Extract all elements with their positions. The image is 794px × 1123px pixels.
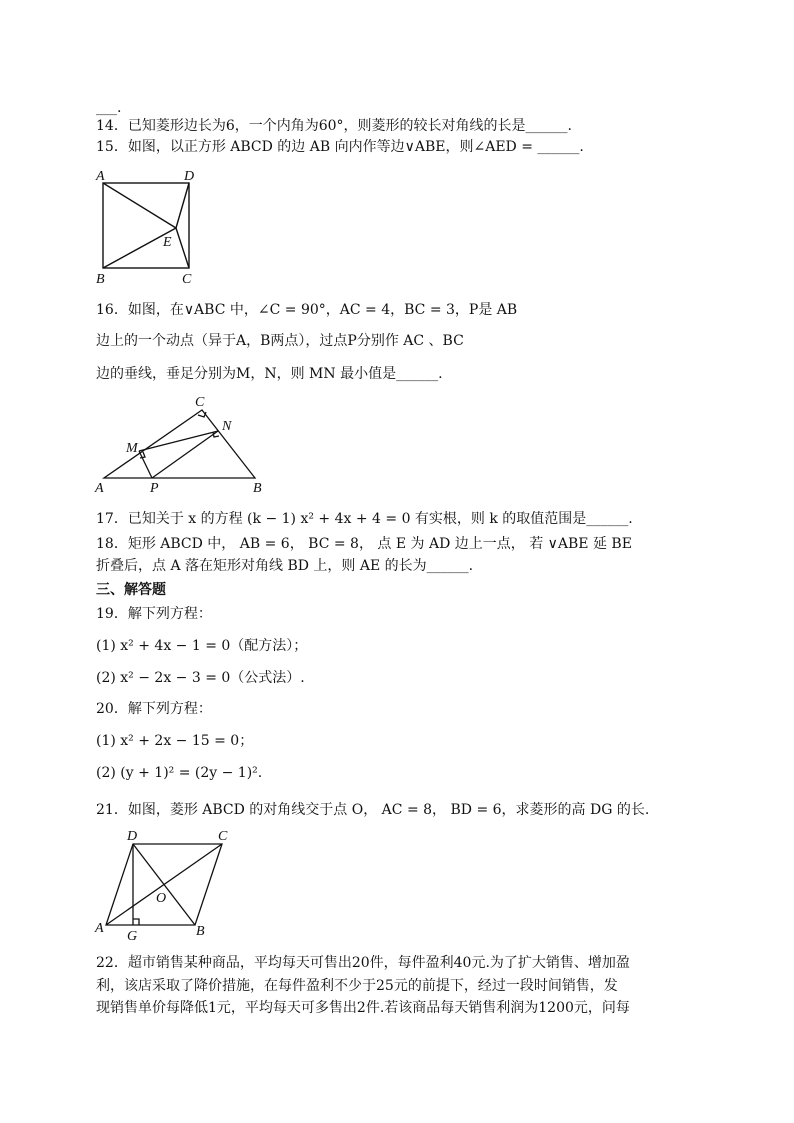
question-14: 14．已知菱形边长为6，一个内角为60°，则菱形的较长对角线的长是______.: [96, 118, 572, 134]
section-3-heading: 三、解答题: [96, 582, 166, 598]
segment-ce: [176, 228, 189, 268]
question-15: 15．如图，以正方形 ABCD 的边 AB 向内作等边∨ABE，则∠AED = ______.: [96, 139, 584, 155]
segment-pm: [139, 451, 152, 478]
question-20: 20．解下列方程：: [96, 701, 212, 717]
label-o: O: [156, 891, 167, 906]
question-20-part-1: (1) x² + 2x − 15 = 0；: [96, 733, 254, 749]
question-22-line-2: 利，该店采取了降价措施，在每件盈利不少于25元的前提下，经过一段时间销售，发: [96, 978, 618, 994]
label-m: M: [126, 441, 138, 456]
triangle-figure: [92, 392, 272, 498]
label-p: P: [150, 481, 159, 496]
label-a: A: [95, 921, 104, 936]
question-17: 17．已知关于 x 的方程 (k − 1) x² + 4x + 4 = 0 有实根，则 k 的取值范围是______.: [96, 511, 633, 527]
label-c: C: [218, 829, 228, 844]
label-c: C: [182, 272, 192, 286]
right-angle-g: [133, 919, 139, 925]
top-fragment: ___.: [96, 100, 122, 116]
label-d: D: [127, 829, 138, 844]
question-19-part-2: (2) x² − 2x − 3 = 0（公式法）.: [96, 670, 305, 686]
segment-de: [176, 183, 189, 228]
rhombus-figure: [92, 826, 242, 944]
label-c: C: [195, 395, 205, 410]
question-20-part-2: (2) (y + 1)² = (2y − 1)².: [96, 765, 263, 781]
question-16-line-1: 16．如图，在∨ABC 中，∠C = 90°，AC = 4，BC = 3，P是 AB: [96, 302, 518, 318]
question-19: 19．解下列方程：: [96, 606, 212, 622]
label-e: E: [163, 235, 172, 250]
diagonal-bd: [133, 844, 195, 925]
question-22-line-3: 现销售单价每降低1元，平均每天可多售出2件.若该商品每天销售利润为1200元，问每: [96, 1000, 630, 1016]
label-b: B: [96, 272, 105, 286]
question-16-line-3: 边的垂线，垂足分别为M，N，则 MN 最小值是______.: [96, 366, 443, 382]
question-21: 21．如图，菱形 ABCD 的对角线交于点 O， AC = 8， BD = 6，求菱形的高 DG 的长.: [96, 802, 650, 818]
label-d: D: [184, 169, 195, 184]
question-18-line-2: 折叠后，点 A 落在矩形对角线 BD 上，则 AE 的长为______.: [96, 558, 474, 574]
question-18-line-1: 18．矩形 ABCD 中， AB = 6， BC = 8， 点 E 为 AD 边上一点， 若 ∨ABE 延 BE: [96, 536, 632, 552]
label-a: A: [96, 169, 105, 184]
label-n: N: [222, 419, 232, 434]
label-g: G: [127, 929, 138, 944]
segment-ae: [103, 183, 176, 228]
label-b: B: [253, 481, 262, 496]
square-figure: [94, 166, 204, 286]
question-22-line-1: 22．超市销售某种商品，平均每天可售出20件，每件盈利40元.为了扩大销售、增加盈: [96, 955, 630, 971]
label-a: A: [95, 481, 104, 496]
label-b: B: [196, 924, 205, 939]
segment-mn: [139, 431, 218, 451]
question-16-line-2: 边上的一个动点（异于A，B两点），过点P分别作 AC 、BC: [96, 333, 464, 349]
question-19-part-1: (1) x² + 4x − 1 = 0（配方法）；: [96, 638, 308, 654]
